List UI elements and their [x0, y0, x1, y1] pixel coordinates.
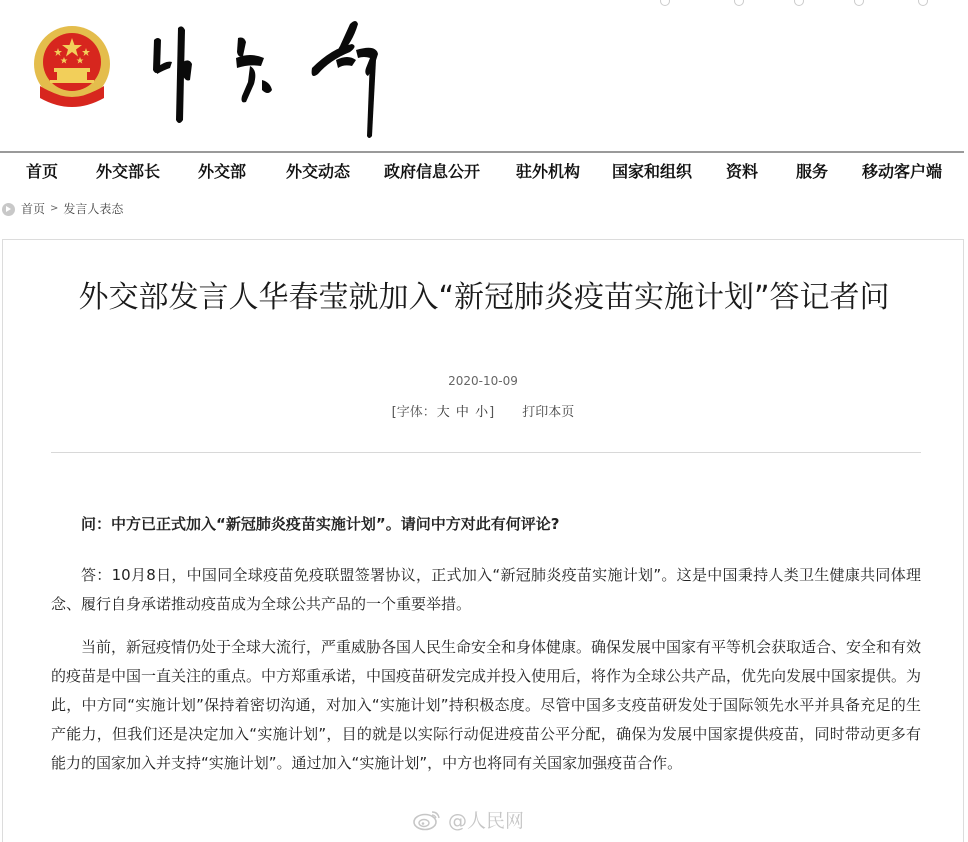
- source-watermark: [412, 806, 524, 833]
- social-icon[interactable]: [854, 0, 864, 6]
- breadcrumb: [2, 201, 123, 217]
- site-header: [0, 0, 968, 146]
- nav-item-countries-orgs[interactable]: 国家和组织: [612, 162, 693, 181]
- title-divider: [51, 452, 921, 453]
- nav-item-services[interactable]: 服务: [796, 162, 829, 181]
- breadcrumb-separator: >: [50, 203, 59, 214]
- print-page-button[interactable]: 打印本页: [522, 405, 575, 420]
- question-paragraph: 问：中方已正式加入“新冠肺炎疫苗实施计划”。请问中方对此有何评论?: [81, 515, 560, 533]
- breadcrumb-home-link[interactable]: 首页: [21, 202, 46, 216]
- ministry-calligraphy-logo[interactable]: [150, 10, 410, 140]
- font-size-medium-button[interactable]: 中: [455, 405, 469, 420]
- nav-item-missions-abroad[interactable]: 驻外机构: [516, 162, 581, 181]
- font-size-small-button[interactable]: 小: [475, 405, 489, 420]
- nav-item-diplomatic-news[interactable]: 外交动态: [286, 162, 351, 181]
- nav-item-home[interactable]: 首页: [26, 162, 59, 181]
- nav-item-minister[interactable]: 外交部长: [96, 162, 161, 181]
- breadcrumb-arrow-icon: [2, 203, 15, 216]
- nav-item-mobile-client[interactable]: 移动客户端: [862, 162, 943, 181]
- article-body: [51, 510, 921, 792]
- article-container: [2, 239, 964, 842]
- article-tools: [3, 401, 963, 420]
- answer-paragraph: 答：10月8日，中国同全球疫苗免疫联盟签署协议，正式加入“新冠肺炎疫苗实施计划”。这是中国秉持人类卫生健康共同体理念、履行自身承诺推动疫苗成为全球公共产品的一个重要举措。: [51, 566, 921, 613]
- article-title: 外交部发言人华春莹就加入“新冠肺炎疫苗实施计划”答记者问: [78, 280, 890, 315]
- font-size-large-button[interactable]: 大: [436, 405, 450, 420]
- nav-item-ministry[interactable]: 外交部: [198, 162, 247, 181]
- font-size-label: [字体：: [391, 405, 436, 420]
- article-date: 2020-10-09: [448, 374, 518, 388]
- font-size-suffix: ]: [489, 405, 495, 420]
- watermark-text: @人民网: [448, 810, 525, 832]
- social-icon[interactable]: [734, 0, 744, 6]
- social-icon[interactable]: [794, 0, 804, 6]
- breadcrumb-current-link[interactable]: 发言人表态: [63, 202, 124, 216]
- nav-item-gov-info[interactable]: 政府信息公开: [384, 162, 481, 181]
- answer-paragraph: 当前，新冠疫情仍处于全球大流行，严重威胁各国人民生命安全和身体健康。确保发展中国家有平等机会获取适合、安全和有效的疫苗是中国一直关注的重点。中方郑重承诺，中国疫苗研发完成并投入使用后，将作为全球公共产品，优先向发展中国家提供。为此，中方同“实施计划”保持着密切沟通，对加入“实施计划”持积极态度。尽管中国多支疫苗研发处于国际领先水平并具备充足的生产能力，但我们还是决定加入“实施计划”，目的就是以实际行动促进疫苗公平分配，确保为发展中国家提供疫苗，同时带动更多有能力的国家加入并支持“实施计划”。通过加入“实施计划”，中方也将同有关国家加强疫苗合作。: [51, 638, 922, 772]
- top-social-icons: [660, 0, 960, 6]
- nav-item-resources[interactable]: 资料: [726, 162, 759, 181]
- weibo-icon: [412, 809, 442, 831]
- nav-top-border: [0, 151, 964, 153]
- main-nav: [0, 157, 968, 189]
- social-icon[interactable]: [918, 0, 928, 6]
- national-emblem-icon[interactable]: [30, 24, 114, 114]
- social-icon[interactable]: [660, 0, 670, 6]
